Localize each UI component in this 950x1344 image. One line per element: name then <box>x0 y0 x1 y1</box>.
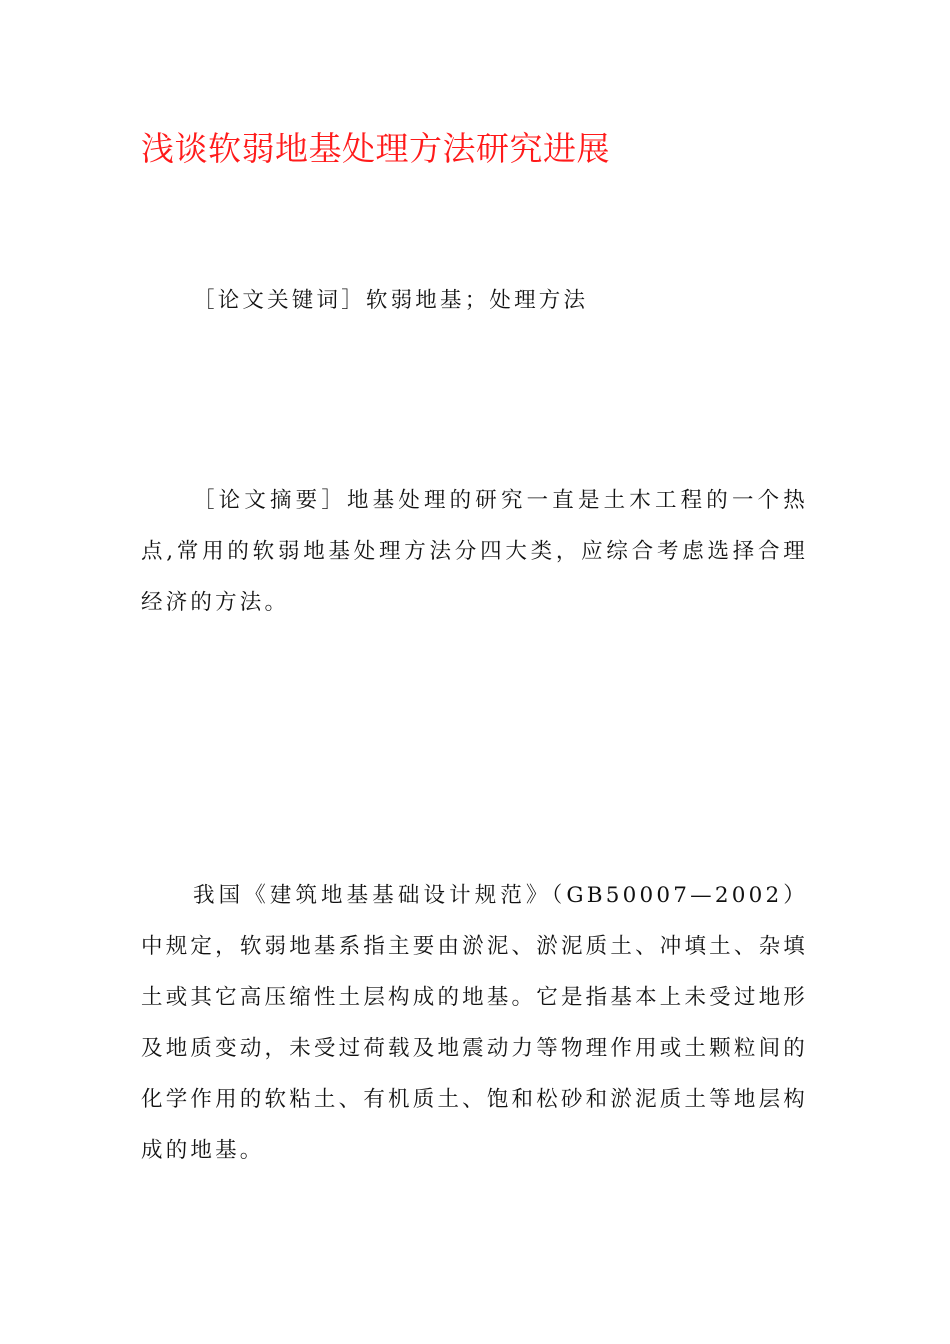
abstract-paragraph: ［论文摘要］地基处理的研究一直是土木工程的一个热点,常用的软弱地基处理方法分四大类，应综合考虑选择合理经济的方法。 <box>141 488 808 615</box>
keywords-paragraph: ［论文关键词］软弱地基；处理方法 <box>193 288 589 313</box>
body-paragraph: 我国《建筑地基基础设计规范》（GB50007—2002）中规定，软弱地基系指主要由淤泥、淤泥质土、冲填土、杂填土或其它高压缩性土层构成的地基。它是指基本上未受过地形及地质变动，未受过荷载及地震动力等物理作用或土颗粒间的化学作用的软粘土、有机质土、饱和松砂和淤泥质土等地层构成的地基。 <box>141 883 808 1163</box>
document-title: 浅谈软弱地基处理方法研究进展 <box>141 129 610 168</box>
